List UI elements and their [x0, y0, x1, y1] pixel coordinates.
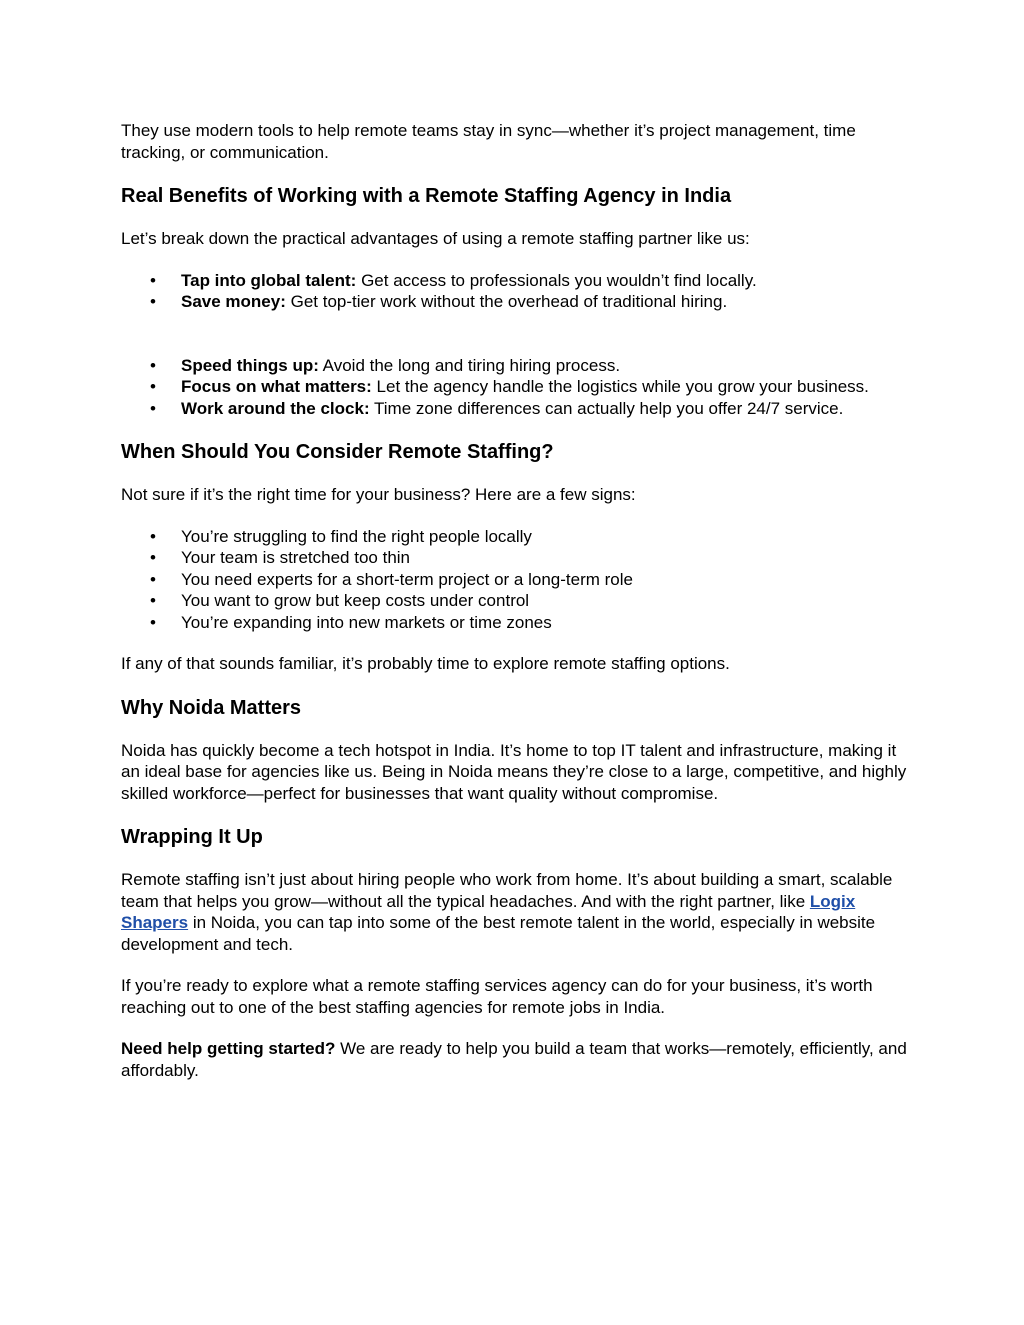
list-item-text: Get access to professionals you wouldn’t find locally. — [356, 270, 757, 290]
list-item-text: Get top-tier work without the overhead of traditional hiring. — [285, 292, 728, 311]
list-item: • You’re struggling to find the right people locally — [121, 526, 911, 548]
list-item-text: Let the agency handle the logistics while you grow your business. — [371, 377, 869, 396]
noida-paragraph: Noida has quickly become a tech hotspot in India. It’s home to top IT talent and infrastructure, making it an ideal base for agencies like us. Being in Noida means they’re close to a large, competitive, and highly skilled workforce—perfect for businesses that want quality without compromise. — [121, 740, 907, 803]
wrap-text-before: Remote staffing isn’t just about hiring people who work from home. It’s about building a smart, scalable team that helps you grow—without all the typical headaches. And with the right partner, like — [121, 870, 893, 911]
consider-lead: Not sure if it’s the right time for your business? Here are a few signs: — [121, 485, 636, 504]
cta-bold: Need help getting started? — [121, 1039, 336, 1058]
list-item-bold: Focus on what matters: — [181, 377, 372, 396]
signs-list — [121, 526, 911, 634]
consider-heading: When Should You Consider Remote Staffing? — [121, 441, 554, 463]
intro-paragraph: They use modern tools to help remote teams stay in sync—whether it’s project management, time tracking, or communication. — [121, 121, 856, 162]
cta-paragraph — [121, 1038, 911, 1081]
noida-heading: Why Noida Matters — [121, 696, 302, 719]
list-item-text: Time zone differences can actually help you offer 24/7 service. — [369, 398, 844, 418]
list-item — [121, 291, 911, 313]
benefits-lead: Let’s break down the practical advantages of using a remote staffing partner like us: — [121, 229, 750, 248]
wrap-heading: Wrapping It Up — [121, 826, 263, 848]
list-item-text: Avoid the long and tiring hiring process. — [318, 355, 621, 375]
benefits-heading: Real Benefits of Working with a Remote Staffing Agency in India — [121, 185, 732, 207]
benefits-list-a — [121, 270, 911, 313]
list-item: • You’re expanding into new markets or time zones — [121, 612, 911, 634]
wrap-text-after: in Noida, you can tap into some of the best remote talent in the world, especially in website development and tech. — [121, 913, 876, 954]
wrap-paragraph-2: If you’re ready to explore what a remote staffing services agency can do for your business, it’s worth reaching out to one of the best staffing agencies for remote jobs in India. — [121, 976, 873, 1017]
logix-shapers-link[interactable]: Logix Shapers — [121, 891, 856, 932]
list-item — [121, 270, 911, 292]
list-item — [121, 355, 911, 377]
list-item: • Your team is stretched too thin — [121, 547, 911, 569]
list-item-bold: Save money: — [181, 292, 286, 311]
document-body — [121, 120, 911, 1081]
wrap-paragraph-1 — [121, 869, 911, 955]
list-item-bold: Speed things up: — [181, 355, 319, 375]
list-item: • You need experts for a short-term project or a long-term role — [121, 569, 911, 591]
list-item — [121, 398, 911, 420]
cta-text: We are ready to help you build a team that works—remotely, efficiently, and affordably. — [121, 1039, 907, 1080]
list-item-bold: Work around the clock: — [181, 398, 370, 418]
list-item — [121, 376, 911, 398]
list-item-bold: Tap into global talent: — [181, 270, 357, 290]
benefits-list-b — [121, 355, 911, 420]
list-item: • You want to grow but keep costs under control — [121, 590, 911, 612]
consider-closing: If any of that sounds familiar, it’s probably time to explore remote staffing options. — [121, 654, 730, 673]
